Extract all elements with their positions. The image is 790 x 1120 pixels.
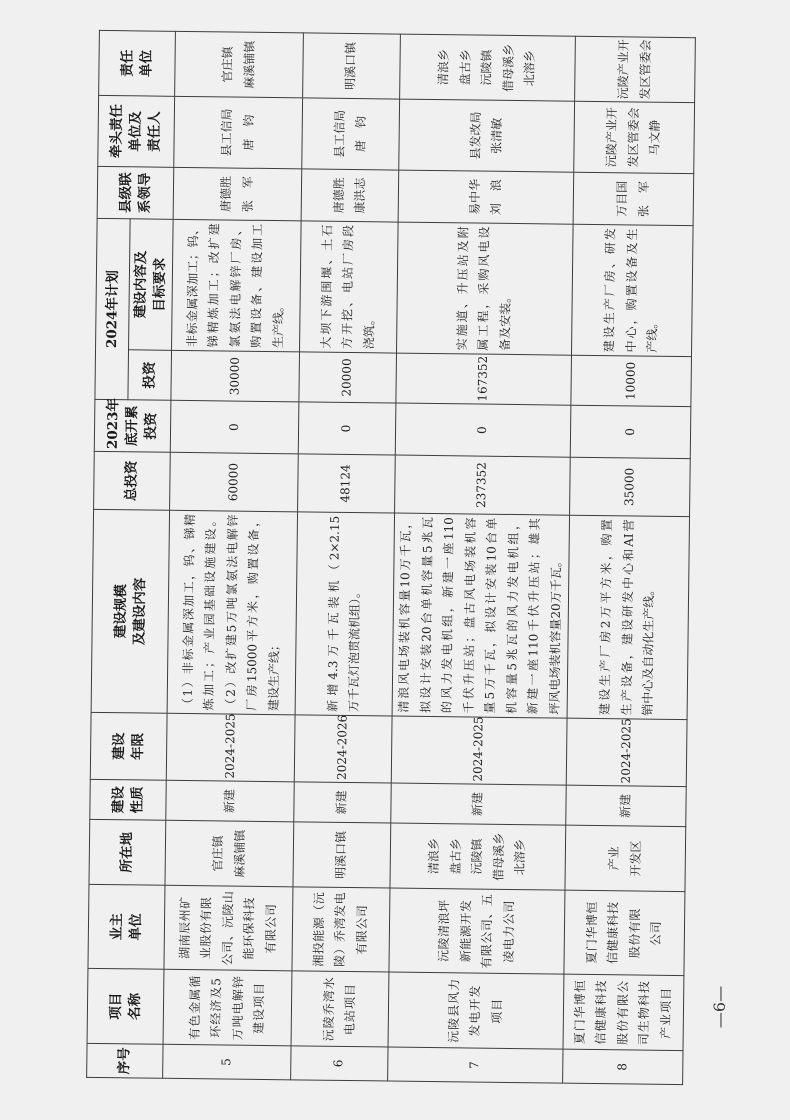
text-line: 炼加工；产业园基础设施建设。 [201,513,218,710]
cell-seq: 6 [290,1045,387,1080]
cell-cumulative-2023: 0 [570,405,691,458]
header-lead-unit: 牵头责任 单位及 责任人 [97,95,174,167]
cell-project-name: 有色金属循 环经济及5 万吨电解锌 建设项目 [163,969,292,1046]
page-number: —6— [710,985,729,1029]
text-line: 建设生产厂房2万平方米，购置 [597,518,614,715]
cell-period: 2024-2025 [566,718,687,786]
cell-period: 2024-2026 [294,714,392,782]
cell-location: 清浪乡 盘古乡 沅陵镇 借母溪乡 北溶乡 [389,823,565,890]
table-row [387,34,575,1083]
text-line: 新增4.3万千瓦装机（2×2.15 [324,515,342,712]
cell-lead-unit: 县发改局 张清敏 [398,99,574,172]
text-line: 厂房15000平方米，购置设备， [244,514,261,711]
text-line: 拟设计安装20台单机容量5兆瓦 [417,516,435,713]
cell-responsible-unit: 明溪口镇 [302,32,400,98]
text-line: （1）非标金属深加工，钨、锑精 [179,513,197,710]
cell-plan-2024-investment: 20000 [298,351,396,402]
cell-nature: 新建 [390,783,565,825]
header-total-investment: 总投资 [93,451,170,510]
header-nature: 建设 性质 [89,779,165,820]
text-line: （2）改扩建5万吨氯氨法电解锌 [222,513,240,711]
cell-location: 产业 开发区 [564,825,685,891]
cell-responsible-unit: 清浪乡 盘古乡 沅陵镇 借母溪乡 北溶乡 [399,34,575,101]
text-line: 机容量5兆瓦的风力发电机组， [503,517,520,714]
cell-county-leader: 唐德胜 康洪志 [301,168,399,221]
cell-scale [567,515,689,719]
header-seq: 序号 [86,1043,162,1078]
cell-plan-2024-content [396,222,573,355]
project-table [86,29,696,1084]
cell-plan-2024-content [299,220,398,352]
cell-plan-2024-investment: 10000 [570,355,691,406]
cell-seq: 8 [562,1049,682,1084]
cell-cumulative-2023: 0 [298,401,396,454]
text-line: 实施道、升压站及附 [454,225,470,350]
cell-lead-unit: 县工信局 唐 钧 [301,97,399,169]
cell-scale [392,513,569,718]
cell-period: 2024-2025 [391,716,567,785]
cell-county-leader: 唐德胜 张 军 [173,167,302,221]
cell-project-name: 夏门华博恒 信健康科技 股份有限公 司生物科技 产业项目 [563,974,684,1050]
text-line: 生产设备，建设研发中心和AI营 [618,518,636,715]
header-location: 所在地 [88,819,165,885]
cell-owner: 湖南辰州矿 业股份有限 公司、沅陵山 能环保科技 有限公司 [163,885,292,971]
cell-owner: 湘投能源（沅 陵）乔湾发电 有限公司 [291,886,389,971]
text-line: 锑精炼加工；改扩建 [205,222,222,347]
text-line: 购置设备、建设加工 [248,223,265,348]
cell-nature: 新建 [565,785,685,826]
header-plan-2024: 2024年计划 [94,218,129,399]
cell-location: 官庄镇 麻溪铺镇 [164,820,293,887]
text-line: 产线。 [644,316,660,353]
cell-period: 2024-2025 [166,713,295,782]
text-line: 坪风电场装机容量20万千瓦。 [546,554,563,715]
text-line: 非标金属深加工；钨、 [184,222,200,347]
cell-project-name: 沅陵乔湾水 电站项目 [291,970,389,1046]
cell-location: 明溪口镇 [292,821,390,887]
text-line: 大坝下游围堰、土石 [318,224,334,349]
cell-project-name: 沅陵县风力 发电开发 项目 [388,972,564,1049]
text-line: 量5万千瓦，拟设计安装10台单 [482,517,499,714]
text-line: 浇筑。 [361,312,376,349]
cell-owner: 沅陵清浪坪 新能源开发 有限公司、五 凌电力公司 [388,888,564,974]
text-line: 的风力发电机组，新建一座110 [439,516,456,713]
text-line: 备及安装。 [497,290,513,351]
cell-plan-2024-investment: 167352 [395,353,571,405]
project-table-sheet [86,30,695,1084]
cell-plan-2024-content [571,224,693,356]
text-line: 万千瓦灯泡贯流机组）。 [346,585,362,712]
cell-cumulative-2023: 0 [395,403,571,457]
cell-plan-2024-investment: 30000 [170,350,299,402]
header-project-name: 项目 名称 [87,968,164,1044]
cell-nature: 新建 [293,781,390,822]
text-line: 千伏升压站；盘古风电场装机容 [460,516,478,714]
cell-total-investment: 237352 [394,455,570,515]
text-line: 新建一座110千伏升压站；雄其 [525,517,542,714]
header-cumulative-2023: 2023年 底开累 投资 [94,399,171,452]
text-line: 方开挖、电站厂房段 [339,224,356,349]
cell-lead-unit: 沅陵产业开 发区管委会 马文静 [573,101,694,173]
header-responsible-unit: 责任 单位 [98,30,175,96]
header-plan-2024-investment: 投资 [127,349,171,400]
text-line: 生产线。 [270,299,285,348]
cell-scale [167,510,297,715]
text-line: 建设生产线； [265,638,281,711]
cell-lead-unit: 县工信局 唐 钧 [173,96,302,169]
table-row [290,32,400,1080]
header-plan-2024-content: 建设内容及 目标要求 [128,218,173,350]
text-line: 氯氨法电解锌厂房、 [227,222,243,348]
cell-total-investment: 60000 [169,452,298,512]
cell-seq: 7 [387,1047,562,1083]
cell-total-investment: 35000 [569,457,690,516]
header-county-leader: 县级联 系领导 [97,166,174,219]
text-line: 清浪风电场装机容量10万千瓦， [396,516,413,713]
cell-total-investment: 48124 [297,453,395,512]
cell-county-leader: 易中华 刘 浪 [398,170,574,224]
header-scale: 建设规模 及建设内容 [91,509,169,713]
cell-seq: 5 [162,1044,290,1080]
table-row [562,36,695,1084]
cell-nature: 新建 [165,780,293,822]
text-line: 属工程，采购风电设 [475,226,492,351]
text-line: 销中心及自动化生产线。 [640,583,656,716]
cell-responsible-unit: 沅陵产业开 发区管委会 [574,36,695,102]
cell-plan-2024-content [171,219,301,352]
cell-county-leader: 万目国 张 军 [573,172,694,225]
cell-cumulative-2023: 0 [170,400,299,454]
table-header-row [86,30,132,1077]
header-period: 建设 年限 [90,712,167,780]
text-line: 中心，购置设备及生 [623,227,639,353]
table-row [162,31,303,1080]
text-line: 建设生产厂房、研发 [601,227,618,352]
header-owner: 业主 单位 [87,884,164,969]
cell-scale [295,511,394,715]
cell-responsible-unit: 官庄镇 麻溪铺镇 [174,31,303,98]
cell-owner: 夏门华博恒 信健康科技 股份有限 公司 [563,890,684,975]
